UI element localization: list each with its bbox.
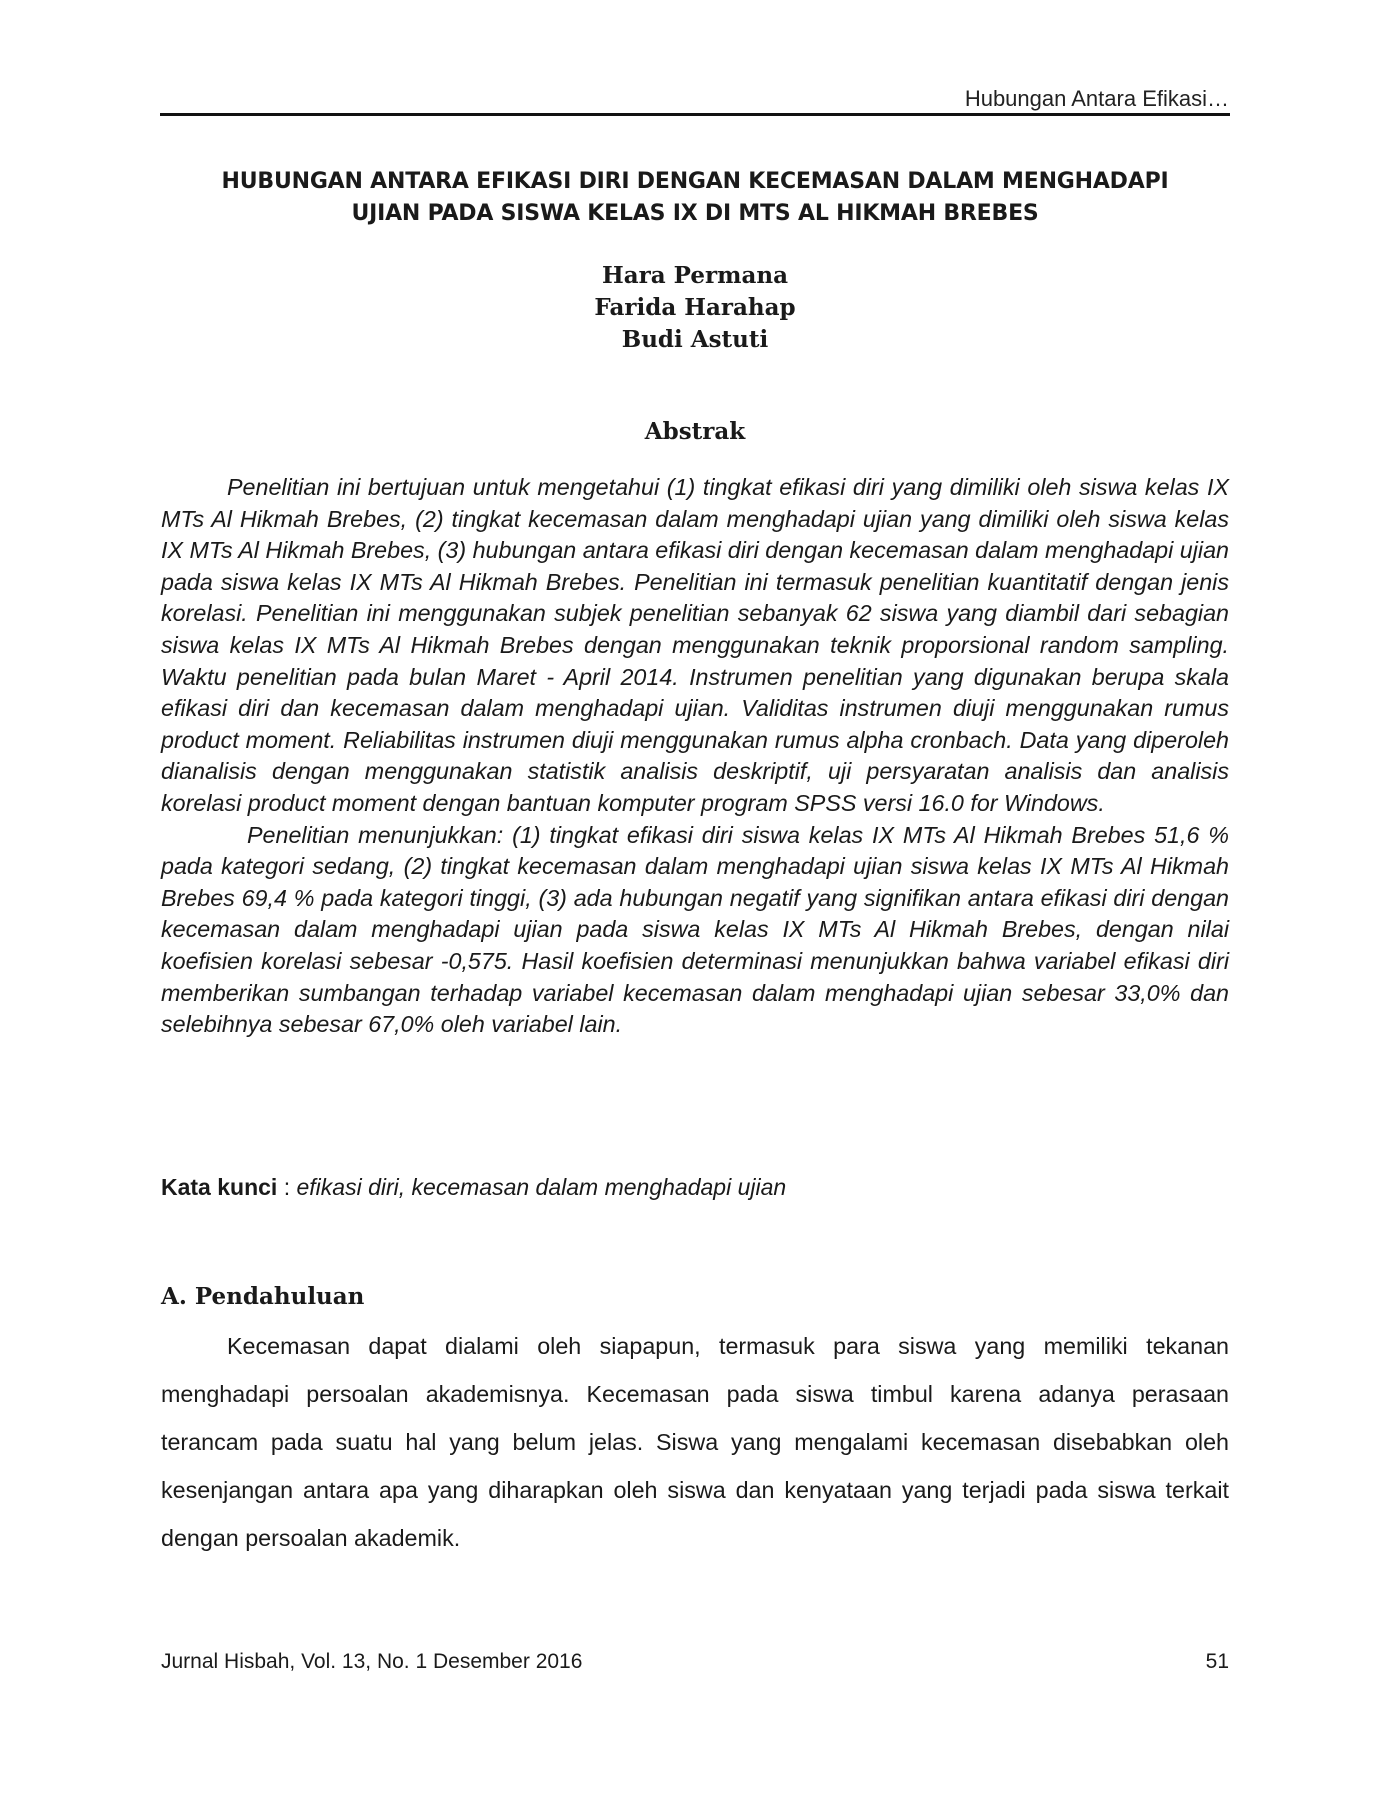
keywords [161, 1174, 1229, 1201]
author-list [161, 260, 1229, 356]
section-heading: A. Pendahuluan [161, 1283, 365, 1310]
section-paragraph: Kecemasan dapat dialami oleh siapapun, termasuk para siswa yang memiliki tekanan menghadapi persoalan akademisnya. Kecemasan pada siswa timbul karena adanya perasaan terancam pada suatu hal yang belum jelas. Siswa yang mengalami kecemasan disebabkan oleh kesenjangan antara apa yang diharapkan oleh siswa dan kenyataan yang terjadi pada siswa terkait dengan persoalan akademik. [161, 1333, 1229, 1551]
abstract-heading: Abstrak [644, 418, 746, 445]
author-name: Hara Permana [602, 262, 788, 289]
keywords-value: efikasi diri, kecemasan dalam menghadapi ujian [296, 1174, 787, 1200]
title-line-1: HUBUNGAN ANTARA EFIKASI DIRI DENGAN KECEMASAN DALAM MENGHADAPI [221, 169, 1169, 194]
header-rule [160, 113, 1230, 116]
paper-title [161, 166, 1229, 230]
running-header: Hubungan Antara Efikasi… [964, 86, 1229, 111]
abstract-paragraph-2: Penelitian menunjukkan: (1) tingkat efikasi diri siswa kelas IX MTs Al Hikmah Brebes 51,6 % pada kategori sedang, (2) tingkat kecemasan dalam menghadapi ujian siswa kelas IX MTs Al Hikmah Brebes 69,4 % pada kategori tinggi, (3) ada hubungan negatif yang signifikan antara efikasi diri dengan kecemasan dalam menghadapi ujian pada siswa kelas IX MTs Al Hikmah Brebes, dengan nilai koefisien korelasi sebesar -0,575. Hasil koefisien determinasi menunjukkan bahwa variabel efikasi diri memberikan sumbangan terhadap variabel kecemasan dalam menghadapi ujian sebesar 33,0% dan selebihnya sebesar 67,0% oleh variabel lain. [161, 821, 1229, 1038]
title-line-2: UJIAN PADA SISWA KELAS IX DI MTS AL HIKMAH BREBES [351, 201, 1039, 226]
keywords-label: Kata kunci [161, 1174, 278, 1200]
abstract-body [161, 472, 1229, 1041]
footer-page-number: 51 [1205, 1650, 1229, 1673]
footer-journal-info: Jurnal Hisbah, Vol. 13, No. 1 Desember 2016 [161, 1650, 583, 1673]
author-name: Farida Harahap [594, 294, 796, 321]
abstract-paragraph-1: Penelitian ini bertujuan untuk mengetahui (1) tingkat efikasi diri yang dimiliki oleh siswa kelas IX MTs Al Hikmah Brebes, (2) tingkat kecemasan dalam menghadapi ujian yang dimiliki oleh siswa kelas IX MTs Al Hikmah Brebes, (3) hubungan antara efikasi diri dengan kecemasan dalam menghadapi ujian pada siswa kelas IX MTs Al Hikmah Brebes. Penelitian ini termasuk penelitian kuantitatif dengan jenis korelasi. Penelitian ini menggunakan subjek penelitian sebanyak 62 siswa yang diambil dari sebagian siswa kelas IX MTs Al Hikmah Brebes dengan menggunakan teknik proporsional random sampling. Waktu penelitian pada bulan Maret - April 2014. Instrumen penelitian yang digunakan berupa skala efikasi diri dan kecemasan dalam menghadapi ujian. Validitas instrumen diuji menggunakan rumus product moment. Reliabilitas instrumen diuji menggunakan rumus alpha cronbach. Data yang diperoleh dianalisis dengan menggunakan statistik analisis deskriptif, uji persyaratan analisis dan analisis korelasi product moment dengan bantuan komputer program SPSS versi 16.0 for Windows. [161, 474, 1229, 816]
keywords-separator: : [277, 1174, 297, 1200]
author-name: Budi Astuti [621, 326, 769, 353]
